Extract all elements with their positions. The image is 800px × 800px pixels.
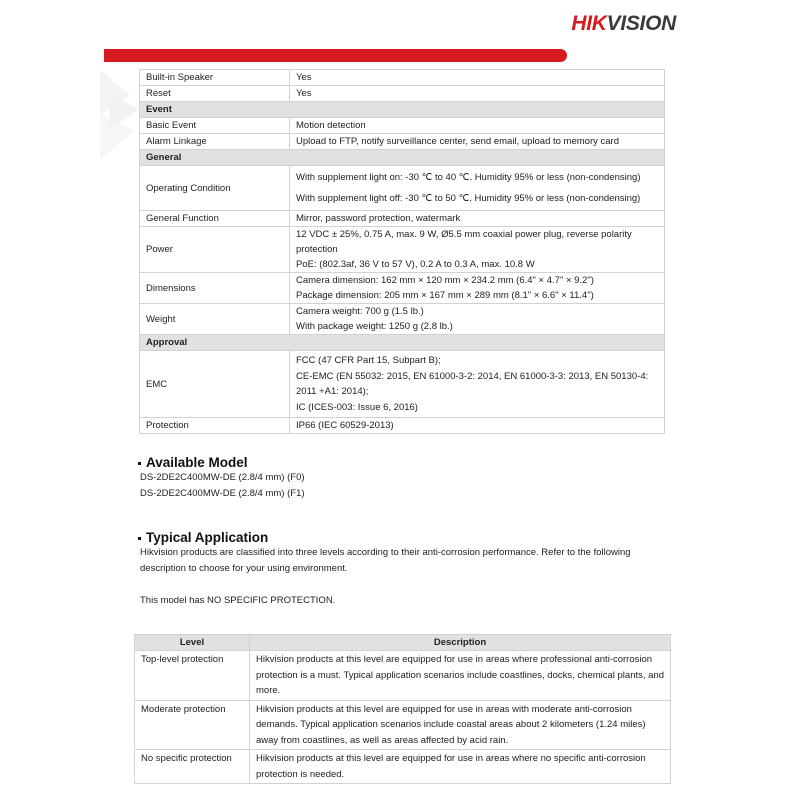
section-title: Available Model [146, 455, 248, 470]
description-cell: Hikvision products at this level are equipped for use in areas where no specific anti-corrosion protection is needed. [250, 750, 671, 784]
description-cell: Hikvision products at this level are equipped for use in areas where professional anti-corrosion protection is a must. Typical application scenarios include coastlines, docks, chemical plants, and more. [250, 651, 671, 701]
table-row [140, 273, 665, 304]
spec-line: Package dimension: 205 mm × 167 mm × 289 mm (8.1" × 6.6" × 11.4") [296, 290, 594, 301]
category-approval: Approval [140, 335, 665, 351]
spec-label: General Function [140, 211, 290, 227]
protection-note: This model has NO SPECIFIC PROTECTION. [140, 595, 336, 606]
column-header-description: Description [250, 635, 671, 651]
table-row [140, 70, 665, 86]
spec-line: IC (ICES-003: Issue 6, 2016) [296, 401, 418, 413]
category-row [140, 150, 665, 166]
hikvision-logo [571, 12, 676, 36]
available-model-heading [138, 455, 248, 470]
spec-label: Dimensions [140, 273, 290, 304]
description-cell: Hikvision products at this level are equipped for use in areas with moderate anti-corrosion demands. Typical application scenarios include coastal areas about 2 kilometers (1.24 miles) away from coastlines, as well as areas affected by acid rain. [250, 700, 671, 750]
logo-text-dark: VISION [606, 12, 676, 35]
bullet-icon [138, 537, 141, 540]
spec-value: Mirror, password protection, watermark [290, 211, 665, 227]
specification-table [139, 69, 665, 434]
table-row [140, 351, 665, 418]
spec-line: With supplement light off: -30 ℃ to 50 ℃. Humidity 95% or less (non-condensing) [296, 193, 641, 204]
level-cell: Moderate protection [135, 700, 250, 750]
level-cell: No specific protection [135, 750, 250, 784]
section-title: Typical Application [146, 530, 269, 545]
header-red-bar [104, 49, 567, 62]
list-item: DS-2DE2C400MW-DE (2.8/4 mm) (F1) [140, 488, 305, 499]
model-list [140, 470, 305, 502]
spec-label: Power [140, 227, 290, 273]
spec-line: PoE: (802.3af, 36 V to 57 V), 0.2 A to 0.3 A, max. 10.8 W [296, 259, 535, 270]
bullet-icon [138, 462, 141, 465]
category-event: Event [140, 102, 665, 118]
logo-text-red: HIK [571, 12, 607, 35]
table-row [140, 418, 665, 434]
protection-level-table [134, 634, 671, 784]
spec-line: With package weight: 1250 g (2.8 lb.) [296, 321, 453, 332]
spec-value [290, 166, 665, 211]
table-row [140, 118, 665, 134]
spec-value: Yes [290, 86, 665, 102]
table-row [140, 227, 665, 273]
table-row [140, 166, 665, 211]
list-item: DS-2DE2C400MW-DE (2.8/4 mm) (F0) [140, 472, 305, 483]
table-row [140, 86, 665, 102]
watermark-decoration [100, 70, 140, 160]
spec-line: 12 VDC ± 25%, 0.75 A, max. 9 W, Ø5.5 mm coaxial power plug, reverse polarity protection [296, 229, 632, 255]
category-row [140, 102, 665, 118]
category-general: General [140, 150, 665, 166]
spec-label: Operating Condition [140, 166, 290, 211]
spec-value: Motion detection [290, 118, 665, 134]
table-row [135, 651, 671, 701]
table-row [140, 304, 665, 335]
table-row [140, 134, 665, 150]
spec-label: Reset [140, 86, 290, 102]
spec-value: Upload to FTP, notify surveillance center, send email, upload to memory card [290, 134, 665, 150]
spec-value: IP66 (IEC 60529-2013) [290, 418, 665, 434]
level-cell: Top-level protection [135, 651, 250, 701]
table-header-row [135, 635, 671, 651]
spec-label: Built-in Speaker [140, 70, 290, 86]
spec-label: EMC [140, 351, 290, 418]
spec-value [290, 227, 665, 273]
spec-label: Basic Event [140, 118, 290, 134]
spec-label: Weight [140, 304, 290, 335]
spec-line: Camera dimension: 162 mm × 120 mm × 234.2 mm (6.4" × 4.7" × 9.2") [296, 275, 594, 286]
typical-application-heading [138, 530, 268, 545]
spec-value [290, 304, 665, 335]
spec-label: Alarm Linkage [140, 134, 290, 150]
table-row [135, 750, 671, 784]
category-row [140, 335, 665, 351]
spec-value [290, 351, 665, 418]
spec-label: Protection [140, 418, 290, 434]
spec-line: With supplement light on: -30 ℃ to 40 ℃. Humidity 95% or less (non-condensing) [296, 172, 641, 183]
table-row [135, 700, 671, 750]
spec-value: Yes [290, 70, 665, 86]
spec-line: CE-EMC (EN 55032: 2015, EN 61000-3-2: 2014, EN 61000-3-3: 2013, EN 50130-4: 2011 +A1: 2014); [296, 370, 649, 397]
spec-line: Camera weight: 700 g (1.5 lb.) [296, 306, 424, 317]
column-header-level: Level [135, 635, 250, 651]
application-paragraph: Hikvision products are classified into three levels according to their anti-corrosion performance. Refer to the following description to choose for your using environment. [140, 547, 631, 574]
spec-value [290, 273, 665, 304]
spec-line: FCC (47 CFR Part 15, Subpart B); [296, 355, 441, 366]
table-row [140, 211, 665, 227]
